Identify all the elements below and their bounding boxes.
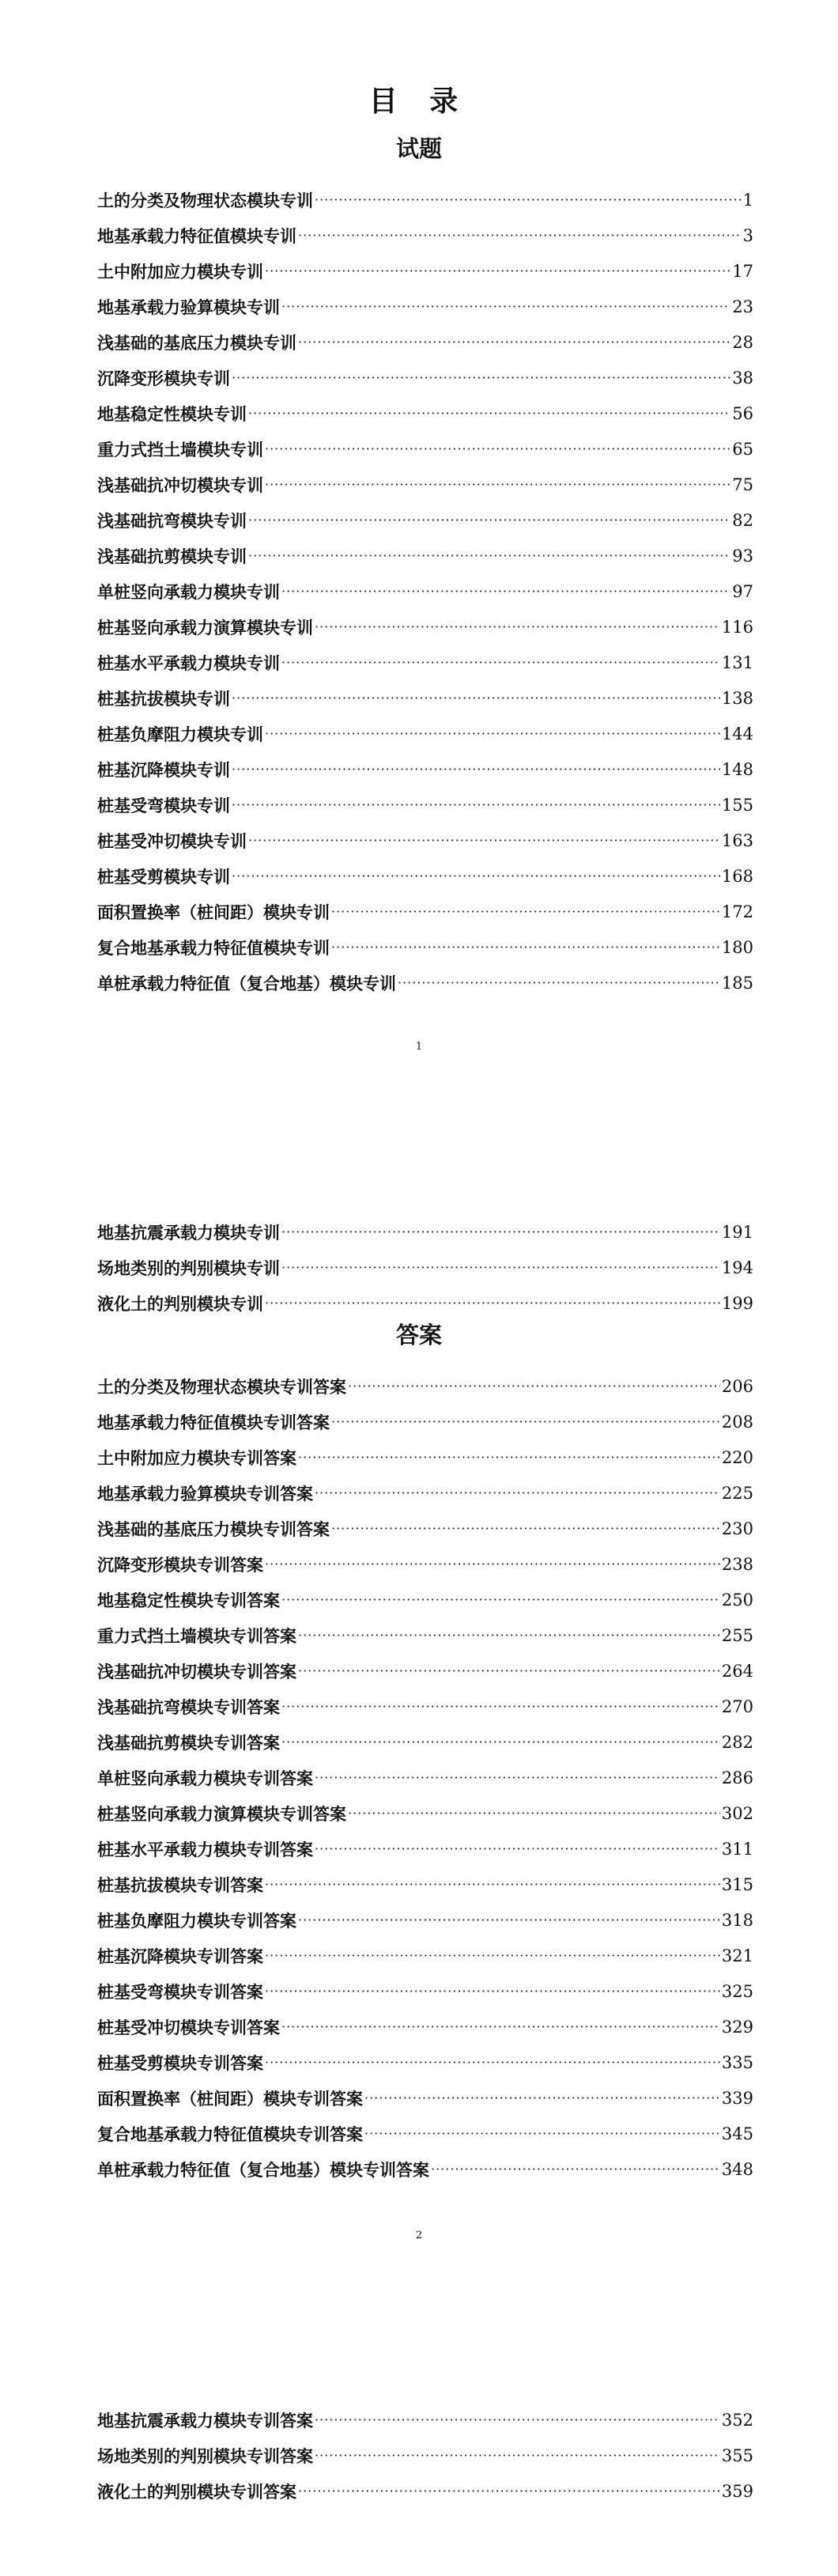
- toc-entry-page: 23: [732, 297, 753, 316]
- toc-leader-dots: [281, 299, 730, 314]
- toc-leader-dots: [315, 1485, 720, 1500]
- toc-entry-page: 93: [732, 546, 753, 566]
- toc-entry[interactable]: [97, 1511, 753, 1546]
- toc-entry[interactable]: [97, 324, 753, 360]
- toc-entry[interactable]: [97, 467, 753, 502]
- toc-entry-page: 97: [732, 581, 753, 601]
- toc-entry-page: 199: [721, 1293, 753, 1313]
- toc-entry-title: 土中附加应力模块专训答案: [97, 1447, 296, 1468]
- toc-entry[interactable]: [97, 965, 753, 1001]
- toc-entry-title: 复合地基承载力特征值模块专训: [97, 937, 330, 958]
- toc-entry[interactable]: [97, 716, 753, 751]
- toc-entry-page: 230: [721, 1519, 753, 1538]
- toc-leader-dots: [232, 797, 720, 812]
- toc-entry-page: 1: [742, 190, 753, 210]
- toc-entry-page: 329: [721, 2017, 753, 2037]
- toc-entry-page: 131: [721, 653, 753, 672]
- toc-leader-dots: [315, 1770, 720, 1785]
- toc-entry-title: 桩基负摩阻力模块专训: [97, 724, 263, 744]
- toc-entry-title: 桩基竖向承载力演算模块专训: [97, 617, 313, 637]
- toc-entry-title: 单桩竖向承载力模块专训: [97, 581, 280, 602]
- toc-entry-page: 355: [721, 2445, 753, 2465]
- toc-leader-dots: [265, 441, 730, 456]
- toc-leader-dots: [232, 762, 720, 777]
- toc-leader-dots: [248, 513, 730, 528]
- toc-entry[interactable]: [97, 1760, 753, 1795]
- toc-entry-title: 土的分类及物理状态模块专训答案: [97, 1376, 346, 1397]
- toc-entry[interactable]: [97, 182, 753, 218]
- toc-entry[interactable]: [97, 680, 753, 716]
- toc-leader-dots: [331, 940, 720, 955]
- toc-entry-title: 桩基受弯模块专训答案: [97, 1981, 263, 2002]
- toc-entry[interactable]: [97, 1831, 753, 1867]
- toc-leader-dots: [398, 975, 720, 990]
- page-number: 1: [415, 1041, 423, 1053]
- toc-entry-title: 桩基抗拔模块专训答案: [97, 1874, 263, 1895]
- toc-entry-page: 194: [721, 1258, 753, 1277]
- toc-leader-dots: [281, 1734, 720, 1749]
- toc-entry-title: 浅基础抗剪模块专训答案: [97, 1732, 280, 1753]
- toc-leader-dots: [315, 192, 742, 207]
- toc-entry-page: 168: [721, 866, 753, 886]
- toc-entry-title: 桩基受冲切模块专训答案: [97, 2017, 280, 2037]
- toc-entry-page: 352: [721, 2410, 753, 2430]
- toc-leader-dots: [265, 263, 730, 278]
- toc-leader-dots: [298, 335, 730, 350]
- toc-entry[interactable]: [97, 1795, 753, 1831]
- toc-entry[interactable]: [97, 751, 753, 787]
- toc-leader-dots: [364, 2090, 720, 2105]
- toc-entry-title: 沉降变形模块专训: [97, 368, 230, 388]
- toc-leader-dots: [265, 477, 730, 492]
- toc-leader-dots: [348, 1379, 720, 1394]
- toc-leader-dots: [265, 1296, 720, 1311]
- toc-entry-page: 65: [732, 439, 753, 459]
- toc-entry-page: 264: [721, 1661, 753, 1681]
- toc-entry-page: 75: [732, 475, 753, 494]
- toc-entry-page: 345: [721, 2124, 753, 2143]
- toc-entry-page: 315: [721, 1874, 753, 1894]
- toc-list-questions: [97, 182, 753, 1001]
- page-title: 目 录: [368, 85, 470, 118]
- toc-leader-dots: [265, 1984, 720, 1999]
- toc-entry[interactable]: [97, 2473, 753, 2509]
- toc-entry-title: 桩基抗拔模块专训: [97, 688, 230, 709]
- toc-entry-title: 浅基础抗冲切模块专训答案: [97, 1661, 296, 1681]
- toc-leader-dots: [265, 1877, 720, 1892]
- toc-leader-dots: [281, 1260, 720, 1275]
- toc-entry[interactable]: [97, 1867, 753, 1902]
- toc-entry-title: 地基承载力验算模块专训答案: [97, 1483, 313, 1504]
- toc-entry-page: 38: [732, 368, 753, 388]
- toc-leader-dots: [265, 1557, 720, 1572]
- toc-entry-title: 浅基础抗剪模块专训: [97, 546, 247, 566]
- toc-entry-title: 桩基沉降模块专训: [97, 759, 230, 780]
- toc-entry[interactable]: [97, 538, 753, 573]
- toc-entry-page: 348: [721, 2159, 753, 2179]
- toc-entry-page: 302: [721, 1803, 753, 1823]
- toc-entry-page: 339: [721, 2088, 753, 2108]
- toc-entry-page: 250: [721, 1590, 753, 1610]
- toc-leader-dots: [281, 2019, 720, 2034]
- toc-entry[interactable]: [97, 2045, 753, 2080]
- toc-entry-title: 地基承载力特征值模块专训答案: [97, 1412, 330, 1432]
- toc-entry[interactable]: [97, 1973, 753, 2009]
- toc-entry[interactable]: [97, 645, 753, 680]
- toc-entry-title: 重力式挡土墙模块专训答案: [97, 1625, 296, 1646]
- toc-entry-page: 311: [721, 1839, 753, 1859]
- toc-leader-dots: [315, 619, 720, 634]
- toc-entry-page: 185: [721, 973, 753, 993]
- toc-leader-dots: [281, 655, 720, 670]
- toc-entry-page: 206: [721, 1376, 753, 1396]
- toc-entry-title: 地基承载力特征值模块专训: [97, 225, 296, 246]
- toc-entry-page: 17: [732, 261, 753, 281]
- toc-leader-dots: [315, 2412, 720, 2427]
- toc-entry-title: 液化土的判别模块专训: [97, 1293, 263, 1314]
- toc-entry-title: 地基稳定性模块专训答案: [97, 1590, 280, 1610]
- toc-entry-page: 172: [721, 902, 753, 921]
- toc-leader-dots: [331, 1414, 720, 1429]
- toc-entry-title: 浅基础抗弯模块专训: [97, 510, 247, 531]
- toc-entry[interactable]: [97, 1617, 753, 1653]
- toc-entry-page: 144: [721, 724, 753, 743]
- toc-entry-title: 桩基受剪模块专训答案: [97, 2052, 263, 2073]
- toc-entry[interactable]: [97, 395, 753, 431]
- toc-entry-page: 28: [732, 332, 753, 352]
- toc-entry-page: 138: [721, 688, 753, 708]
- toc-leader-dots: [232, 868, 720, 883]
- toc-entry-page: 56: [732, 403, 753, 423]
- toc-entry[interactable]: [97, 253, 753, 289]
- toc-entry-title: 复合地基承载力特征值模块专训答案: [97, 2124, 363, 2144]
- toc-entry[interactable]: [97, 1475, 753, 1511]
- toc-leader-dots: [298, 1663, 720, 1678]
- toc-leader-dots: [265, 2055, 720, 2070]
- toc-leader-dots: [315, 2448, 720, 2463]
- toc-entry[interactable]: [97, 2151, 753, 2187]
- toc-leader-dots: [298, 228, 742, 243]
- toc-entry-page: 3: [742, 225, 753, 245]
- toc-entry[interactable]: [97, 1582, 753, 1617]
- toc-entry[interactable]: [97, 1368, 753, 1404]
- toc-entry-title: 桩基受弯模块专训: [97, 795, 230, 815]
- toc-leader-dots: [281, 1592, 720, 1607]
- toc-leader-dots: [298, 2483, 720, 2498]
- toc-entry-title: 场地类别的判别模块专训答案: [97, 2445, 313, 2466]
- toc-entry[interactable]: [97, 1285, 753, 1321]
- toc-entry[interactable]: [97, 2438, 753, 2473]
- toc-leader-dots: [265, 1948, 720, 1963]
- toc-entry[interactable]: [97, 431, 753, 467]
- toc-entry-page: 270: [721, 1697, 753, 1716]
- toc-entry-title: 单桩承载力特征值（复合地基）模块专训答案: [97, 2159, 429, 2180]
- toc-entry[interactable]: [97, 858, 753, 894]
- toc-entry-page: 180: [721, 937, 753, 957]
- toc-entry-title: 地基承载力验算模块专训: [97, 297, 280, 317]
- toc-leader-dots: [331, 904, 720, 919]
- toc-entry[interactable]: [97, 573, 753, 609]
- toc-entry-page: 148: [721, 759, 753, 779]
- toc-entry-title: 桩基竖向承载力演算模块专训答案: [97, 1803, 346, 1824]
- toc-entry[interactable]: [97, 1689, 753, 1724]
- toc-entry-page: 155: [721, 795, 753, 815]
- toc-leader-dots: [298, 1912, 720, 1927]
- toc-entry-title: 浅基础抗冲切模块专训: [97, 475, 263, 495]
- toc-entry-title: 场地类别的判别模块专训: [97, 1258, 280, 1278]
- toc-entry-page: 82: [732, 510, 753, 530]
- toc-entry-page: 286: [721, 1768, 753, 1787]
- toc-entry-title: 桩基受冲切模块专训: [97, 830, 247, 851]
- toc-entry-title: 沉降变形模块专训答案: [97, 1554, 263, 1575]
- toc-leader-dots: [281, 1224, 720, 1239]
- toc-entry-title: 单桩竖向承载力模块专训答案: [97, 1768, 313, 1788]
- toc-entry-title: 重力式挡土墙模块专训: [97, 439, 263, 460]
- toc-entry-page: 335: [721, 2052, 753, 2072]
- toc-entry[interactable]: [97, 1214, 753, 1250]
- toc-entry[interactable]: [97, 1938, 753, 1973]
- toc-entry[interactable]: [97, 787, 753, 823]
- toc-entry-page: 191: [721, 1222, 753, 1242]
- toc-entry-title: 浅基础的基底压力模块专训: [97, 332, 296, 353]
- toc-leader-dots: [348, 1806, 720, 1821]
- toc-entry-title: 液化土的判别模块专训答案: [97, 2481, 296, 2502]
- toc-entry-page: 255: [721, 1625, 753, 1645]
- toc-entry[interactable]: [97, 360, 753, 395]
- toc-leader-dots: [248, 833, 720, 848]
- toc-entry[interactable]: [97, 894, 753, 929]
- toc-entry-title: 面积置换率（桩间距）模块专训: [97, 902, 330, 922]
- toc-entry[interactable]: [97, 502, 753, 538]
- toc-entry-page: 116: [721, 617, 753, 637]
- toc-leader-dots: [248, 548, 730, 563]
- toc-entry-page: 325: [721, 1981, 753, 2001]
- toc-entry[interactable]: [97, 1250, 753, 1285]
- toc-entry-title: 桩基负摩阻力模块专训答案: [97, 1910, 296, 1931]
- toc-entry[interactable]: [97, 1653, 753, 1689]
- toc-entry[interactable]: [97, 1724, 753, 1760]
- toc-entry-title: 面积置换率（桩间距）模块专训答案: [97, 2088, 363, 2109]
- toc-entry-title: 桩基水平承载力模块专训答案: [97, 1839, 313, 1859]
- toc-entry[interactable]: [97, 1546, 753, 1582]
- toc-leader-dots: [331, 1521, 720, 1536]
- toc-entry-page: 359: [721, 2481, 753, 2501]
- toc-entry-page: 282: [721, 1732, 753, 1752]
- toc-leader-dots: [265, 726, 720, 741]
- toc-entry[interactable]: [97, 218, 753, 253]
- page-number: 2: [415, 2230, 423, 2241]
- toc-entry-title: 土的分类及物理状态模块专训: [97, 190, 313, 210]
- toc-entry-page: 321: [721, 1946, 753, 1965]
- toc-entry[interactable]: [97, 2402, 753, 2438]
- toc-entry-page: 318: [721, 1910, 753, 1930]
- toc-leader-dots: [281, 1699, 720, 1714]
- toc-entry-title: 桩基沉降模块专训答案: [97, 1946, 263, 1966]
- toc-entry-title: 土中附加应力模块专训: [97, 261, 263, 282]
- toc-leader-dots: [431, 2162, 720, 2177]
- toc-list-questions-continued: [97, 1214, 753, 1321]
- toc-entry-title: 桩基水平承载力模块专训: [97, 653, 280, 673]
- toc-leader-dots: [298, 1450, 720, 1465]
- toc-entry[interactable]: [97, 1902, 753, 1938]
- toc-entry[interactable]: [97, 823, 753, 858]
- section-heading-questions: 试题: [395, 135, 442, 162]
- toc-leader-dots: [315, 1841, 720, 1856]
- toc-entry-title: 地基稳定性模块专训: [97, 403, 247, 424]
- toc-entry[interactable]: [97, 2080, 753, 2116]
- toc-entry-page: 225: [721, 1483, 753, 1503]
- toc-entry[interactable]: [97, 1404, 753, 1439]
- toc-entry-page: 208: [721, 1412, 753, 1432]
- toc-leader-dots: [248, 406, 730, 421]
- toc-leader-dots: [232, 690, 720, 705]
- toc-entry-title: 桩基受剪模块专训: [97, 866, 230, 887]
- toc-entry[interactable]: [97, 929, 753, 965]
- toc-entry[interactable]: [97, 289, 753, 324]
- toc-entry[interactable]: [97, 609, 753, 645]
- toc-entry-page: 220: [721, 1447, 753, 1467]
- toc-entry-title: 浅基础的基底压力模块专训答案: [97, 1519, 330, 1539]
- toc-entry[interactable]: [97, 2009, 753, 2045]
- toc-entry[interactable]: [97, 2116, 753, 2151]
- toc-entry-title: 地基抗震承载力模块专训答案: [97, 2410, 313, 2430]
- toc-list-answers: [97, 1368, 753, 2187]
- toc-entry-page: 238: [721, 1554, 753, 1574]
- toc-entry-title: 浅基础抗弯模块专训答案: [97, 1697, 280, 1717]
- toc-leader-dots: [298, 1628, 720, 1643]
- toc-leader-dots: [232, 370, 730, 385]
- toc-entry-title: 地基抗震承载力模块专训: [97, 1222, 280, 1243]
- section-heading-answers: 答案: [395, 1322, 442, 1349]
- toc-entry-title: 单桩承载力特征值（复合地基）模块专训: [97, 973, 396, 993]
- toc-entry[interactable]: [97, 1439, 753, 1475]
- toc-leader-dots: [364, 2126, 720, 2141]
- toc-list-answers-continued: [97, 2402, 753, 2509]
- toc-entry-page: 163: [721, 830, 753, 850]
- toc-leader-dots: [281, 584, 730, 599]
